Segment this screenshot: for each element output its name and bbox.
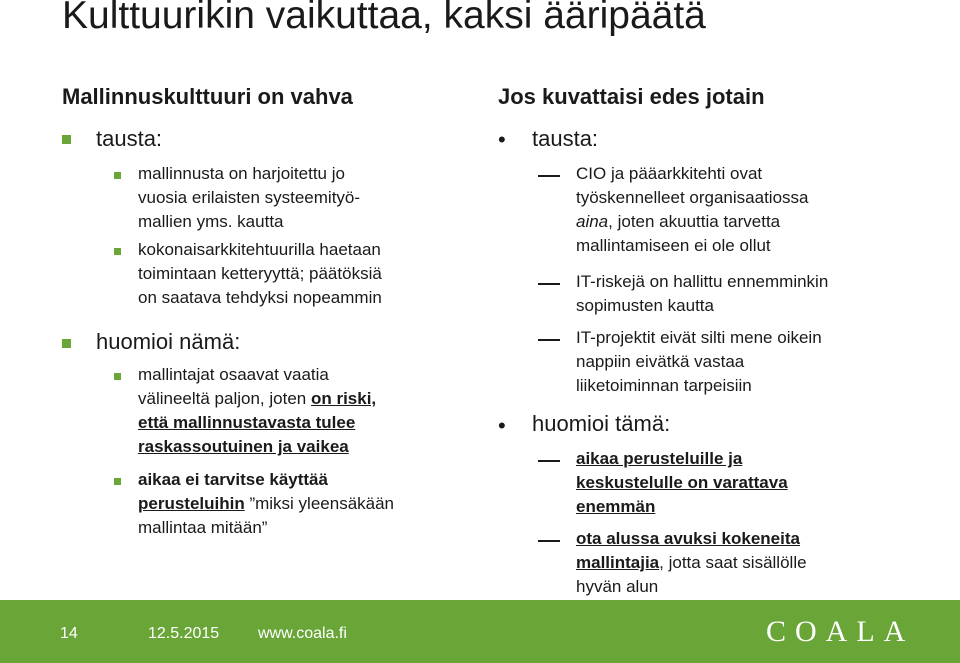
- bullet-dot-icon: •: [498, 413, 506, 438]
- left-huomioi-item-2: aikaa ei tarvitse käyttää perusteluihin ”miksi yleensäkään mallintaa mitään”: [138, 470, 395, 537]
- bullet-square-icon: [114, 478, 121, 485]
- dash-icon: [538, 339, 560, 341]
- right-huomioi-item-1: aikaa perusteluille ja keskustelulle on varattava enemmän: [576, 449, 788, 516]
- bullet-dot-icon: •: [498, 127, 506, 152]
- footer-url[interactable]: www.coala.fi: [258, 625, 347, 642]
- bullet-square-icon: [114, 373, 121, 380]
- left-huomioi-item-1: mallintajat osaavat vaatia välineeltä paljon, joten on riski, että mallinnustavasta tulee raskassoutuinen ja vaikea: [138, 365, 377, 456]
- left-huomioi-label: huomioi nämä:: [96, 329, 241, 354]
- dash-icon: [538, 460, 560, 462]
- left-heading: Mallinnuskulttuuri on vahva: [62, 84, 353, 109]
- bullet-square-icon: [62, 135, 71, 144]
- coala-logo: COALA: [766, 615, 915, 648]
- bullet-square-icon: [114, 172, 121, 179]
- left-tausta-item-1: mallinnusta on harjoitettu jo vuosia erilaisten systeemityö- mallien yms. kautta: [138, 164, 361, 231]
- right-huomioi-label: huomioi tämä:: [532, 411, 671, 436]
- left-tausta-label: tausta:: [96, 126, 163, 151]
- footer-date: 12.5.2015: [148, 625, 220, 642]
- slide-title: Kulttuurikin vaikuttaa, kaksi ääripäätä: [62, 0, 706, 37]
- right-tausta-label: tausta:: [532, 126, 599, 151]
- dash-icon: [538, 283, 560, 285]
- bullet-square-icon: [62, 339, 71, 348]
- right-tausta-item-3: IT-projektit eivät silti mene oikein nappiin eivätkä vastaa liiketoiminnan tarpeisiin: [576, 328, 822, 395]
- right-huomioi-item-2: ota alussa avuksi kokeneita mallintajia, jotta saat sisällölle hyvän alun: [576, 529, 807, 596]
- dash-icon: [538, 175, 560, 177]
- left-tausta-item-2: kokonaisarkkitehtuurilla haetaan toimintaan ketteryyttä; päätöksiä on saatava tehdyksi nopeammin: [138, 240, 382, 307]
- right-heading: Jos kuvattaisi edes jotain: [498, 84, 765, 109]
- right-tausta-item-2: IT-riskejä on hallittu ennemminkin sopimusten kautta: [576, 272, 829, 315]
- dash-icon: [538, 540, 560, 542]
- bullet-square-icon: [114, 248, 121, 255]
- right-tausta-item-1: CIO ja pääarkkitehti ovat työskennelleet organisaatiossa aina, joten akuuttia tarvetta mallintamiseen ei ole ollut: [576, 164, 809, 255]
- page-number: 14: [60, 625, 78, 642]
